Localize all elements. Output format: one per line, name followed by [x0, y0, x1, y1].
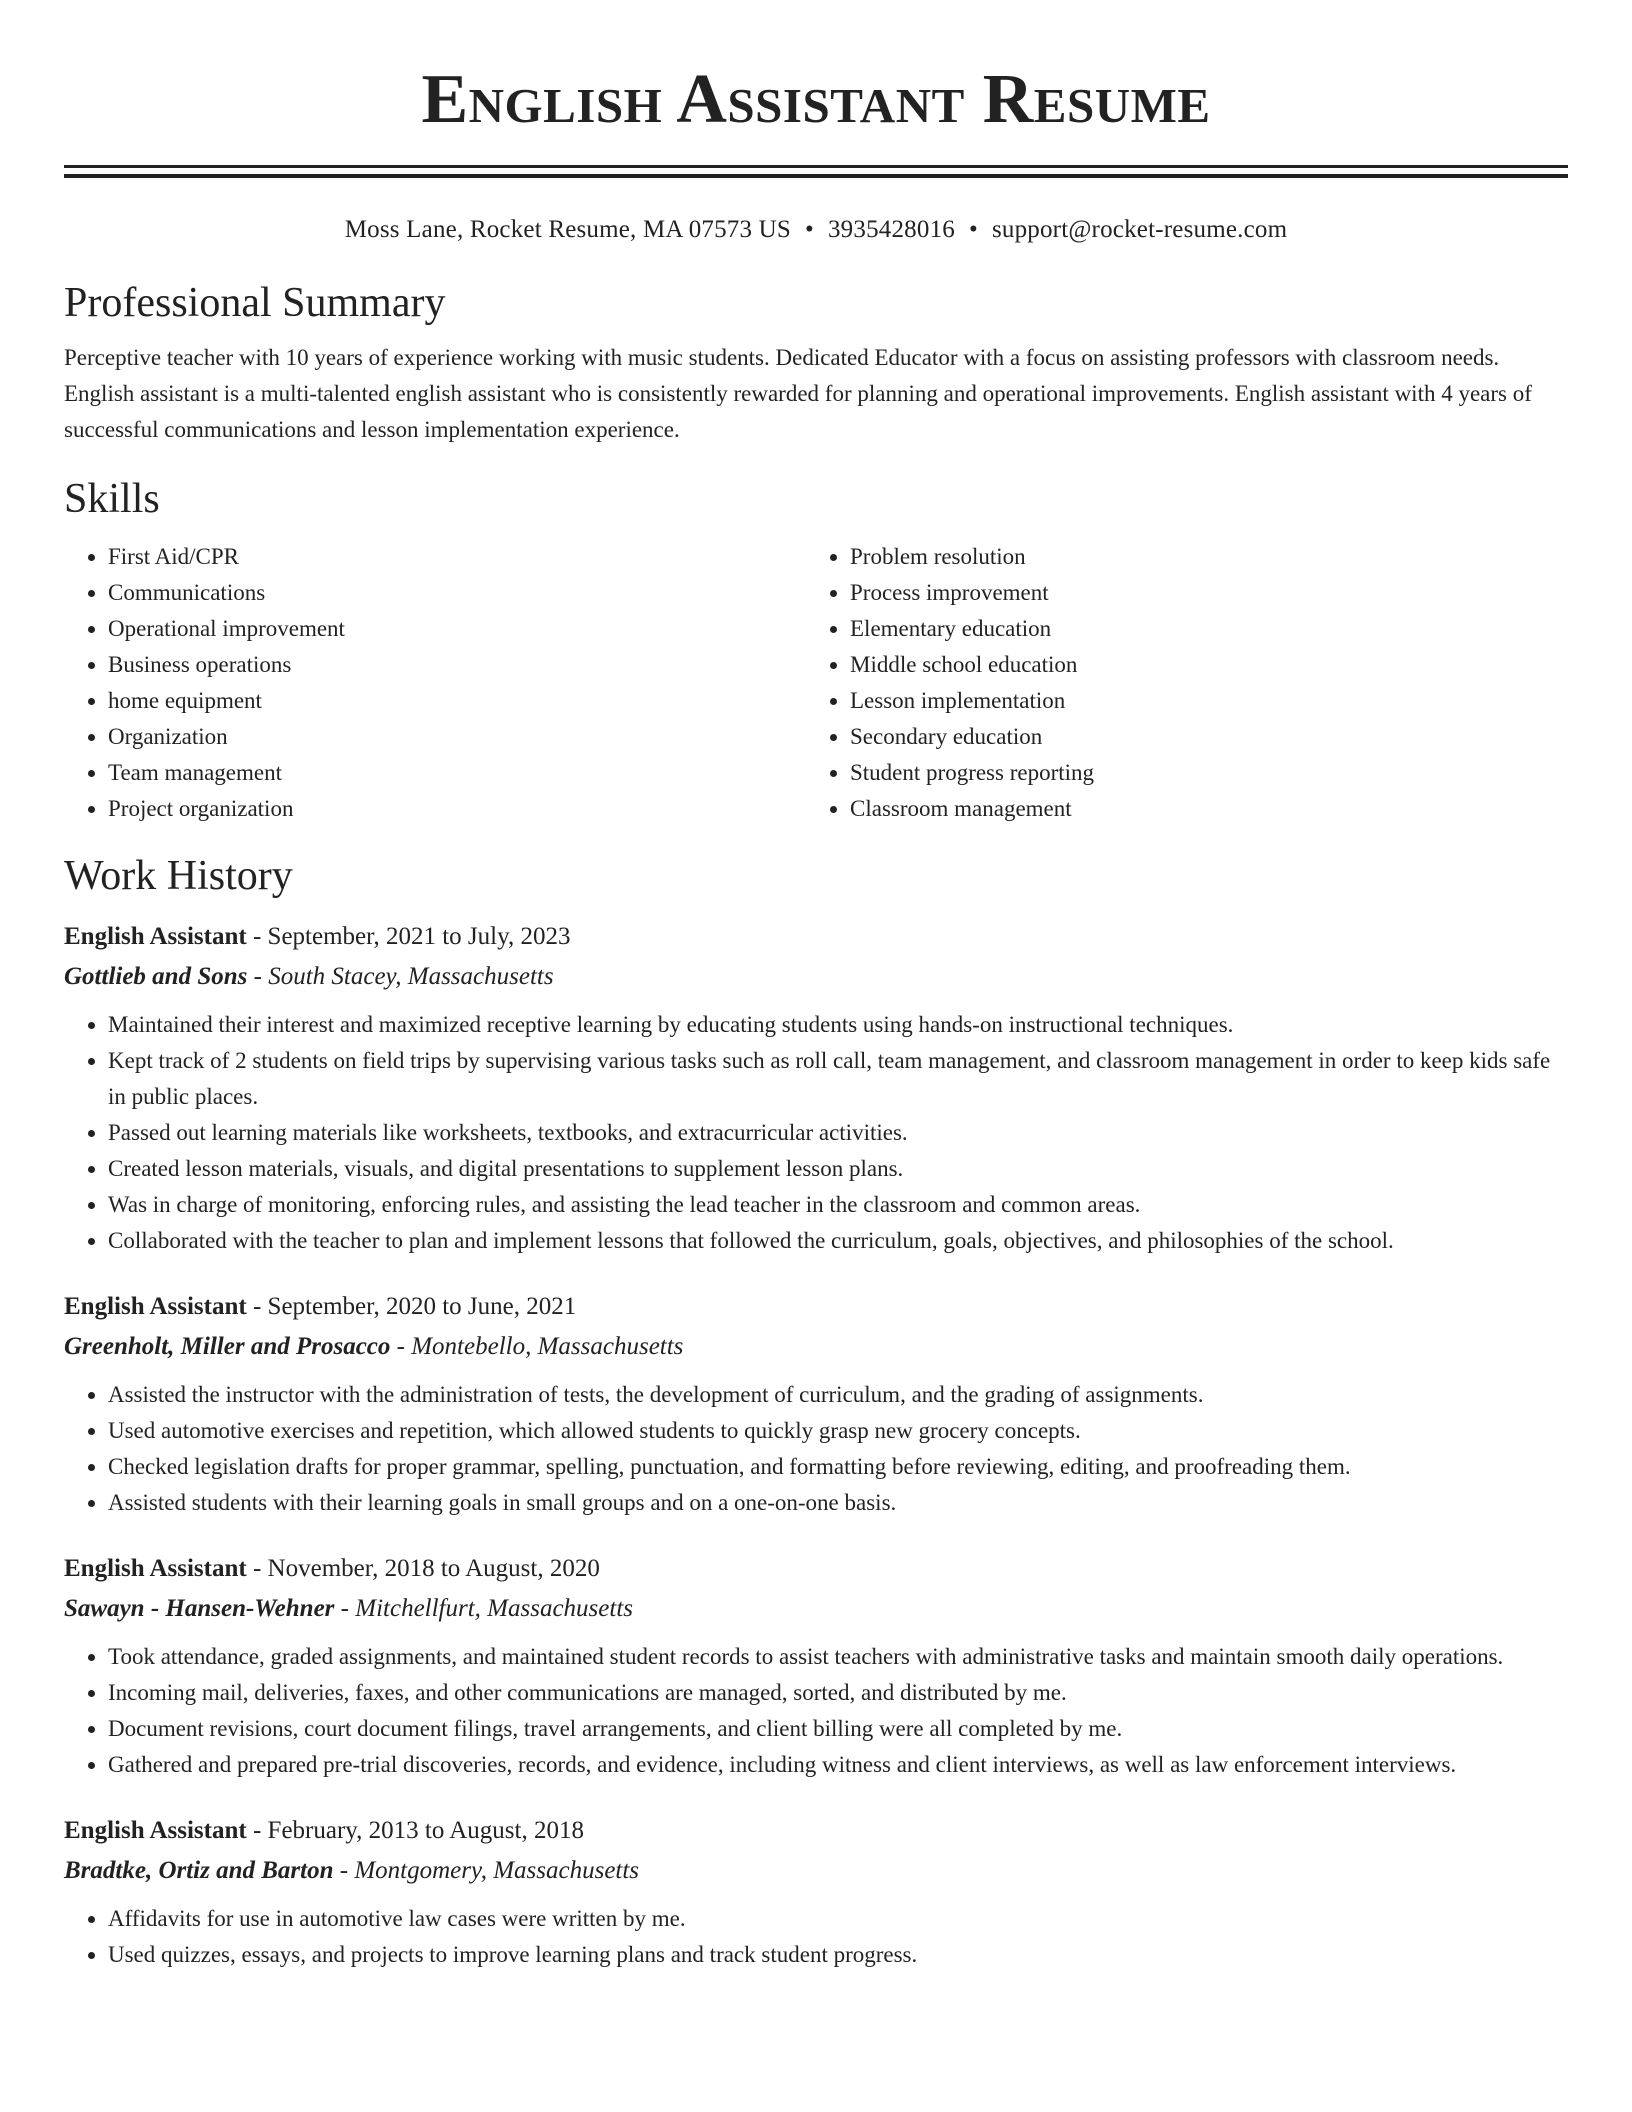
- job-title: English Assistant: [64, 923, 247, 951]
- contact-separator: •: [968, 216, 978, 243]
- job-dash: -: [333, 1857, 355, 1885]
- contact-phone: 3935428016: [827, 216, 955, 243]
- job-bullet: • Kept track of 2 students on field trips by supervising various tasks such as roll call, team management, and classroom management in order to keep kids safe in public places.: [108, 1043, 1568, 1115]
- job-bullet: • Document revisions, court document filings, travel arrangements, and client billing were all completed by me.: [108, 1711, 1568, 1747]
- skill-item: • Team management: [108, 755, 806, 791]
- job-bullet: • Collaborated with the teacher to plan and implement lessons that followed the curriculum, goals, objectives, and philosophies of the school.: [108, 1223, 1568, 1259]
- job-company-name: Bradtke, Ortiz and Barton: [64, 1857, 334, 1885]
- skill-item: • Secondary education: [850, 719, 1548, 755]
- resume-title: English Assistant Resume: [421, 61, 1211, 138]
- job-heading: [64, 1287, 1568, 1327]
- job-bullet: • Took attendance, graded assignments, and maintained student records to assist teachers with administrative tasks and maintain smooth daily operations.: [108, 1639, 1568, 1675]
- skill-item: • Classroom management: [850, 791, 1548, 827]
- skills-columns: [64, 539, 1568, 827]
- job-bullets: [64, 1639, 1568, 1783]
- job-dash: -: [247, 963, 269, 991]
- skills-list-right: [806, 539, 1548, 827]
- job-employer: [64, 1851, 1568, 1891]
- job-dash: -: [334, 1595, 356, 1623]
- contact-email: support@rocket-resume.com: [991, 216, 1288, 243]
- divider-line-bottom: [64, 174, 1568, 178]
- job-bullets: [64, 1007, 1568, 1259]
- job-bullet: • Maintained their interest and maximized receptive learning by educating students using hands-on instructional techniques.: [108, 1007, 1568, 1043]
- job-bullet: • Affidavits for use in automotive law cases were written by me.: [108, 1901, 1568, 1937]
- job-employer: [64, 957, 1568, 997]
- skill-item: • Lesson implementation: [850, 683, 1548, 719]
- job-dash: -: [246, 923, 268, 951]
- contact-separator: •: [805, 216, 814, 243]
- job-company-name: Sawayn - Hansen-Wehner: [64, 1595, 335, 1623]
- skill-item: • Business operations: [108, 647, 806, 683]
- skill-item: • First Aid/CPR: [108, 539, 806, 575]
- job-bullet: • Checked legislation drafts for proper grammar, spelling, punctuation, and formatting before reviewing, editing, and proofreading them.: [108, 1449, 1568, 1485]
- job-company-name: Greenholt, Miller and Prosacco: [64, 1333, 391, 1361]
- job-bullets: [64, 1377, 1568, 1521]
- skill-item: • Middle school education: [850, 647, 1548, 683]
- job-dates: February, 2013 to August, 2018: [267, 1817, 584, 1845]
- job-location: South Stacey, Massachusetts: [268, 963, 554, 991]
- contact-line: [64, 214, 1568, 246]
- skill-item: • Project organization: [108, 791, 806, 827]
- job-title: English Assistant: [64, 1293, 247, 1321]
- skill-item: • Process improvement: [850, 575, 1548, 611]
- job-entry: [64, 1811, 1568, 1973]
- job-dates: September, 2020 to June, 2021: [267, 1293, 577, 1321]
- job-location: Montgomery, Massachusetts: [354, 1857, 640, 1885]
- summary-text: Perceptive teacher with 10 years of experience working with music students. Dedicated Educator with a focus on assisting professors with classroom needs. English assistant is a multi-talented english assistant who is consistently rewarded for planning and operational improvements. English assistant with 4 years of successful communications and lesson implementation experience.: [64, 345, 1532, 443]
- skill-item: • Student progress reporting: [850, 755, 1548, 791]
- job-employer: [64, 1589, 1568, 1629]
- work-history-heading: Work History: [64, 852, 293, 899]
- job-entry: [64, 1549, 1568, 1783]
- job-dates: September, 2021 to July, 2023: [267, 923, 571, 951]
- skill-item: • Organization: [108, 719, 806, 755]
- job-dash: -: [246, 1817, 268, 1845]
- job-dash: -: [390, 1333, 412, 1361]
- contact-address: Moss Lane, Rocket Resume, MA 07573 US: [344, 216, 792, 243]
- job-entry: [64, 1287, 1568, 1521]
- job-dates: November, 2018 to August, 2020: [267, 1555, 600, 1583]
- skill-item: • Operational improvement: [108, 611, 806, 647]
- job-bullet: • Passed out learning materials like worksheets, textbooks, and extracurricular activities.: [108, 1115, 1568, 1151]
- job-bullet: • Used quizzes, essays, and projects to improve learning plans and track student progress.: [108, 1937, 1568, 1973]
- job-bullet: • Used automotive exercises and repetition, which allowed students to quickly grasp new grocery concepts.: [108, 1413, 1568, 1449]
- skills-list-left: [64, 539, 806, 827]
- job-title: English Assistant: [64, 1555, 247, 1583]
- job-entry: [64, 917, 1568, 1259]
- job-bullet: • Assisted students with their learning goals in small groups and on a one-on-one basis.: [108, 1485, 1568, 1521]
- divider-line-top: [64, 165, 1568, 168]
- job-dash: -: [246, 1555, 268, 1583]
- job-heading: [64, 917, 1568, 957]
- job-company-name: Gottlieb and Sons: [64, 963, 248, 991]
- skill-item: • home equipment: [108, 683, 806, 719]
- job-bullet: • Created lesson materials, visuals, and digital presentations to supplement lesson plans.: [108, 1151, 1568, 1187]
- job-location: Mitchellfurt, Massachusetts: [355, 1595, 633, 1623]
- skill-item: • Communications: [108, 575, 806, 611]
- job-bullet: • Assisted the instructor with the administration of tests, the development of curriculum, and the grading of assignments.: [108, 1377, 1568, 1413]
- skills-heading: Skills: [64, 476, 160, 523]
- job-dash: -: [246, 1293, 268, 1321]
- skill-item: • Elementary education: [850, 611, 1548, 647]
- job-location: Montebello, Massachusetts: [411, 1333, 684, 1361]
- summary-heading: Professional Summary: [64, 280, 446, 326]
- job-heading: [64, 1811, 1568, 1851]
- job-heading: [64, 1549, 1568, 1589]
- job-bullet: • Was in charge of monitoring, enforcing rules, and assisting the lead teacher in the classroom and common areas.: [108, 1187, 1568, 1223]
- job-employer: [64, 1327, 1568, 1367]
- title-divider: [64, 165, 1568, 178]
- job-title: English Assistant: [64, 1817, 247, 1845]
- job-bullet: • Gathered and prepared pre-trial discoveries, records, and evidence, including witness and client interviews, as well as law enforcement interviews.: [108, 1747, 1568, 1783]
- job-bullets: [64, 1901, 1568, 1973]
- job-bullet: • Incoming mail, deliveries, faxes, and other communications are managed, sorted, and distributed by me.: [108, 1675, 1568, 1711]
- skill-item: • Problem resolution: [850, 539, 1548, 575]
